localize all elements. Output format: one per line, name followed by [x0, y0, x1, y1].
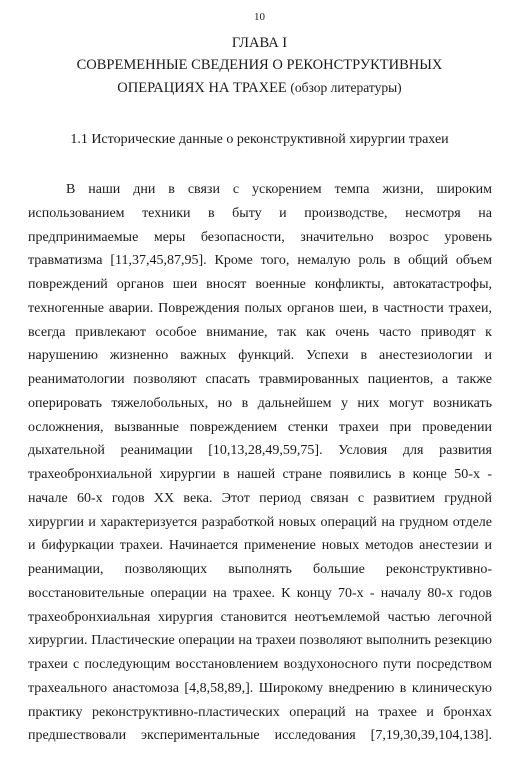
body-line: трахеобронхиальная хирургия становится неотъемлемой частью легочной [28, 609, 492, 625]
chapter-label: ГЛАВА I [231, 35, 288, 51]
body-line: трахеального анастомоза [4,8,58,89,]. Широкому внедрению в клиническую [28, 680, 492, 696]
body-line: трахеи с последующим восстановлением воздухоносного пути посредством [28, 657, 492, 672]
body-line: предпринимаемые меры безопасности, значительно возрос уровень [28, 229, 492, 245]
body-line: хирургии и характеризуется разработкой новых операций на грудном отделе [28, 514, 492, 530]
section-heading: 1.1 Исторические данные о реконструктивной хирургии трахеи [70, 132, 449, 147]
body-line: реаниматологии позволяют спасать травмированных пациентов, а также [28, 372, 492, 387]
body-line: начале 60-х годов XX века. Этот период связан с развитием грудной [28, 490, 492, 506]
chapter-title-line-1: СОВРЕМЕННЫЕ СВЕДЕНИЯ О РЕКОНСТРУКТИВНЫХ [76, 57, 443, 73]
body-line: В наши дни в связи с ускорением темпа жизни, широким [66, 182, 492, 197]
body-line: практику реконструктивно-пластических операций на трахее и бронхах [28, 704, 492, 720]
body-line: оперировать тяжелобольных, но в дальнейшем у них могут возникать [28, 395, 492, 411]
body-line: хирургии. Пластические операции на трахеи позволяют выполнить резекцию [28, 633, 492, 649]
body-line: трахеобронхиальной хирургии в нашей стране появились в конце 50-х - [28, 467, 492, 482]
body-line: осложнения, вызванные повреждением стенки трахеи при проведении [28, 419, 492, 435]
page-number: 10 [254, 11, 265, 23]
body-line: повреждений органов шеи вносят военные конфликты, автокатастрофы, [28, 277, 492, 292]
body-line: техногенные аварии. Повреждения полых органов шеи, в частности трахеи, [28, 300, 492, 316]
body-line: восстановительные операции на трахее. К концу 70-х - началу 80-х годов [28, 585, 492, 601]
body-line: нарушению жизненно важных функций. Успехи в анестезиологии и [28, 348, 492, 364]
body-line: использованием техники в быту и производстве, несмотря на [28, 205, 492, 221]
chapter-title-line-2 [0, 80, 519, 97]
body-line: реанимации, позволяющих выполнять большие реконструктивно- [28, 562, 492, 577]
body-line: дыхательной реанимации [10,13,28,49,59,75]. Условия для развития [28, 443, 492, 459]
body-paragraph [28, 178, 492, 748]
body-line: всегда привлекают особое внимание, так как очень часто приводят к [28, 324, 492, 340]
body-line: предшествовали экспериментальные исследования [7,19,30,39,104,138]. [28, 728, 492, 744]
chapter-title-line-2-sub: (обзор литературы) [290, 80, 402, 95]
body-line: травматизма [11,37,45,87,95]. Кроме того, немалую роль в общий объем [28, 253, 492, 269]
chapter-title-line-2-main: ОПЕРАЦИЯХ НА ТРАХЕЕ [117, 80, 287, 96]
body-line: и бифуркации трахеи. Начинается применение новых методов анестезии и [28, 538, 492, 554]
